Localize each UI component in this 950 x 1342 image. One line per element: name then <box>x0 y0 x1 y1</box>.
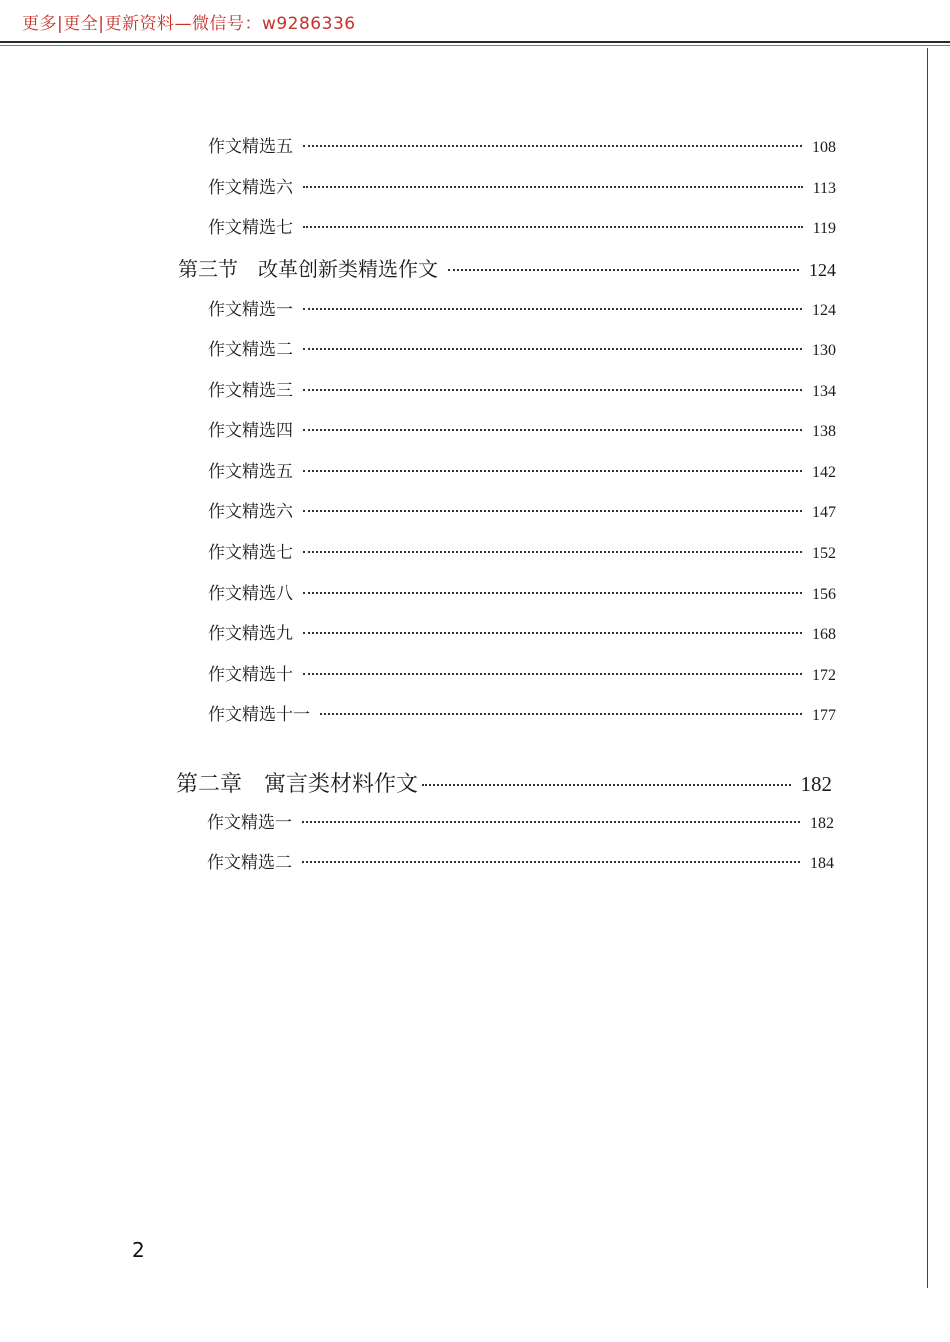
toc-section-heading[interactable] <box>178 253 836 282</box>
toc-leader <box>303 632 802 634</box>
toc-entry[interactable] <box>208 213 836 238</box>
toc-entry-page: 119 <box>812 220 836 237</box>
toc-leader <box>422 784 790 786</box>
toc-leader <box>303 389 802 391</box>
toc-leader <box>302 821 800 823</box>
toc-entry-title: 作文精选一 <box>207 813 292 833</box>
toc-entry-title: 作文精选十一 <box>208 705 310 725</box>
chapter-page: 182 <box>800 772 832 796</box>
toc-entry[interactable] <box>208 619 836 644</box>
toc-entry-page: 184 <box>810 855 834 872</box>
toc-entry-title: 作文精选七 <box>208 543 293 563</box>
header-rule-thin <box>0 45 950 46</box>
toc-leader <box>320 713 802 715</box>
toc-entry-title: 作文精选四 <box>208 421 293 441</box>
toc-entry-page: 130 <box>812 342 836 359</box>
toc-entry-page: 108 <box>812 139 836 156</box>
section-page: 124 <box>809 260 836 280</box>
toc-entry[interactable] <box>208 538 836 563</box>
toc-entry[interactable] <box>208 416 836 441</box>
toc-entry-title: 作文精选三 <box>208 381 293 401</box>
toc-entry-page: 182 <box>810 815 834 832</box>
toc-entry-page: 134 <box>812 383 836 400</box>
toc-leader <box>303 470 802 472</box>
toc-entry-title: 作文精选六 <box>208 502 293 522</box>
toc-entry[interactable] <box>207 848 834 873</box>
toc-entry[interactable] <box>208 457 836 482</box>
header-rule <box>0 41 950 43</box>
toc-leader <box>303 348 802 350</box>
toc-entry-page: 124 <box>812 302 836 319</box>
toc-entry-title: 作文精选十 <box>208 665 293 685</box>
toc-entry[interactable] <box>207 808 834 833</box>
toc-leader <box>303 226 803 228</box>
toc-entry-title: 作文精选一 <box>208 300 293 320</box>
toc-entry-title: 作文精选二 <box>207 853 292 873</box>
toc-entry-title: 作文精选五 <box>208 137 293 157</box>
toc-entry[interactable] <box>208 335 836 360</box>
toc-leader <box>303 673 802 675</box>
right-margin-rule <box>927 48 928 1288</box>
toc-leader <box>303 429 802 431</box>
toc-entry[interactable] <box>208 376 836 401</box>
toc-entry-page: 138 <box>812 423 836 440</box>
toc-entry[interactable] <box>208 660 836 685</box>
toc-entry[interactable] <box>208 132 836 157</box>
toc-entry-title: 作文精选二 <box>208 340 293 360</box>
toc-entry-title: 作文精选八 <box>208 584 293 604</box>
toc-entry-title: 作文精选五 <box>208 462 293 482</box>
section-number: 第三节 <box>178 257 238 281</box>
toc-entry-page: 168 <box>812 626 836 643</box>
header-banner: 更多|更全|更新资料—微信号：w9286336 <box>22 14 356 34</box>
toc-entry-page: 147 <box>812 504 836 521</box>
chapter-title: 寓言类材料作文 <box>264 772 419 797</box>
toc-leader <box>302 861 800 863</box>
page-number: 2 <box>132 1238 145 1262</box>
toc-leader <box>303 510 802 512</box>
toc-entry-page: 113 <box>812 180 836 197</box>
toc-leader <box>303 592 802 594</box>
toc-entry-page: 152 <box>812 545 836 562</box>
toc-entry-page: 142 <box>812 464 836 481</box>
toc-entry-title: 作文精选六 <box>208 178 293 198</box>
toc-leader <box>303 145 802 147</box>
toc-leader <box>448 269 799 271</box>
toc-leader <box>303 186 803 188</box>
section-title: 改革创新类精选作文 <box>258 257 438 281</box>
toc-entry-page: 177 <box>812 707 836 724</box>
toc-entry-page: 172 <box>812 667 836 684</box>
toc-entry[interactable] <box>208 579 836 604</box>
toc-leader <box>303 551 802 553</box>
toc-entry-page: 156 <box>812 586 836 603</box>
toc-entry-title: 作文精选九 <box>208 624 293 644</box>
toc-chapter-heading[interactable] <box>176 767 832 798</box>
toc-entry[interactable] <box>208 700 836 725</box>
toc-entry[interactable] <box>208 173 836 198</box>
toc-leader <box>303 308 802 310</box>
toc-entry-title: 作文精选七 <box>208 218 293 238</box>
chapter-number: 第二章 <box>176 772 243 797</box>
toc-entry[interactable] <box>208 295 836 320</box>
toc-entry[interactable] <box>208 497 836 522</box>
